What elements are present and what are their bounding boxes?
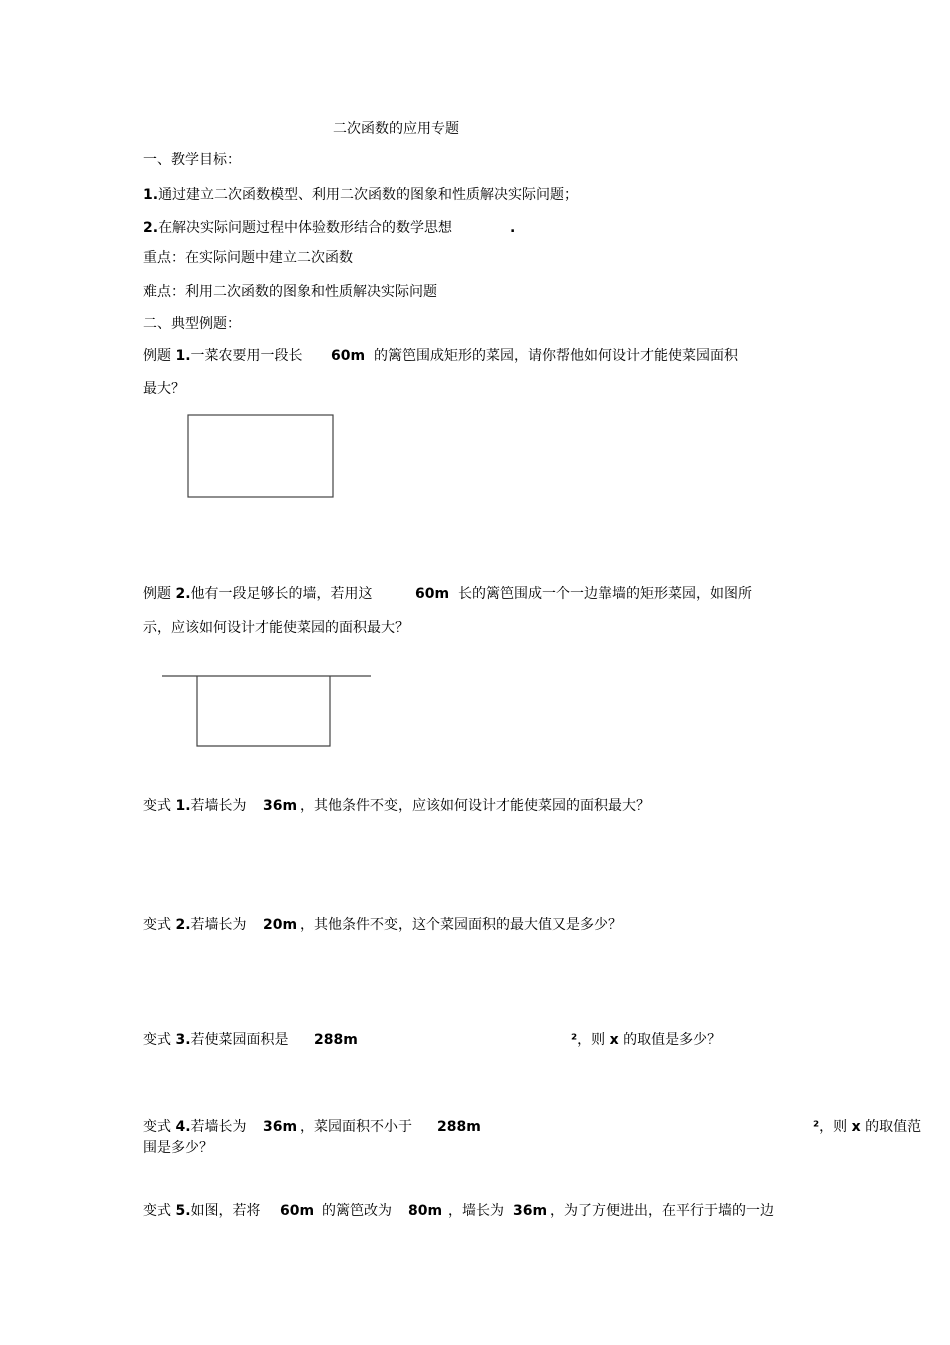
variant-3-number: 3. [175, 1032, 191, 1048]
example-2-text-a: 他有一段足够长的墙，若用这 [190, 586, 373, 602]
variant-4-text-b: ，菜园面积不小于 [300, 1119, 412, 1135]
variant-5-text-c: ，墙长为 [448, 1203, 504, 1219]
variant-5-number: 5. [175, 1203, 191, 1219]
variant-4-area: 288m [437, 1119, 481, 1135]
example-1-rectangle-figure [188, 415, 333, 497]
example-2-fence-figure [197, 676, 330, 746]
variant-1-text-a: 若墙长为 [190, 798, 247, 814]
variant-3-text-b: ，则 [577, 1032, 606, 1048]
example-2-label: 例题 [143, 586, 171, 602]
variant-5-text-a: 如图，若将 [190, 1203, 261, 1219]
variant-1-label: 变式 [143, 798, 171, 814]
variant-5-text-b: 的篱笆改为 [322, 1203, 392, 1219]
variant-3-text-a: 若使菜园面积是 [190, 1032, 289, 1048]
section-heading-examples: 二、典型例题： [143, 316, 241, 332]
variant-5-old-length: 60m [280, 1203, 315, 1219]
section-heading-goals: 一、教学目标： [143, 152, 241, 168]
variant-2 [143, 915, 247, 935]
variant-2-wall-length: 20m [263, 917, 298, 933]
variant-3-superscript: ² [571, 1032, 578, 1048]
variant-4-x: x [851, 1119, 861, 1135]
variant-4-superscript: ² [813, 1119, 820, 1135]
variant-3 [143, 1030, 289, 1050]
variant-3-text-c: 的取值是多少？ [623, 1032, 722, 1048]
variant-4-text-c: ，则 [819, 1119, 848, 1135]
example-1-length: 60m [331, 348, 366, 364]
example-1-line-2: 最大？ [143, 381, 185, 397]
variant-5-text-d: ，为了方便进出，在平行于墙的一边 [550, 1203, 774, 1219]
goal-2-text: 在解决实际问题过程中体验数形结合的数学思想 [158, 220, 453, 236]
variant-5-label: 变式 [143, 1203, 171, 1219]
variant-5 [143, 1201, 261, 1221]
variant-3-area: 288m [314, 1032, 358, 1048]
variant-4-text-d: 的取值范 [865, 1119, 922, 1135]
goal-1-number: 1. [143, 187, 159, 203]
goal-2-period: . [510, 220, 516, 236]
variant-3-tail [571, 1030, 721, 1050]
example-1-text-b: 的篱笆围成矩形的菜园，请你帮他如何设计才能使菜园面积 [374, 348, 738, 364]
variant-4-text-a: 若墙长为 [190, 1119, 247, 1135]
variant-4-number: 4. [175, 1119, 191, 1135]
example-2-line-1 [143, 584, 373, 604]
variant-5-new-length: 80m [408, 1203, 443, 1219]
variant-2-text-b: ，其他条件不变，这个菜园面积的最大值又是多少？ [300, 917, 622, 933]
example-1-label: 例题 [143, 348, 171, 364]
example-2-text-b: 长的篱笆围成一个一边靠墙的矩形菜园，如图所 [458, 586, 752, 602]
example-2-length: 60m [415, 586, 450, 602]
variant-4-tail [813, 1117, 921, 1137]
page-title: 二次函数的应用专题 [333, 121, 459, 137]
variant-1 [143, 796, 247, 816]
variant-4-label: 变式 [143, 1119, 171, 1135]
variant-1-wall-length: 36m [263, 798, 298, 814]
variant-2-number: 2. [175, 917, 191, 933]
variant-5-wall-length: 36m [513, 1203, 548, 1219]
variant-3-label: 变式 [143, 1032, 171, 1048]
variant-4-wall-length: 36m [263, 1119, 298, 1135]
key-point: 重点：在实际问题中建立二次函数 [143, 250, 353, 266]
example-1-text-a: 一菜农要用一段长 [190, 348, 303, 364]
example-1-number: 1. [175, 348, 191, 364]
variant-4-line-2: 围是多少？ [143, 1140, 213, 1156]
variant-2-label: 变式 [143, 917, 171, 933]
variant-1-text-b: ，其他条件不变，应该如何设计才能使菜园的面积最大？ [300, 798, 650, 814]
difficulty: 难点：利用二次函数的图象和性质解决实际问题 [143, 284, 437, 300]
example-2-line-2: 示，应该如何设计才能使菜园的面积最大？ [143, 620, 409, 636]
variant-1-number: 1. [175, 798, 191, 814]
goal-2-number: 2. [143, 220, 159, 236]
variant-3-x: x [609, 1032, 619, 1048]
example-2-number: 2. [175, 586, 191, 602]
variant-4 [143, 1117, 247, 1137]
variant-2-text-a: 若墙长为 [190, 917, 247, 933]
goal-1-text: 通过建立二次函数模型、利用二次函数的图象和性质解决实际问题； [158, 187, 579, 203]
